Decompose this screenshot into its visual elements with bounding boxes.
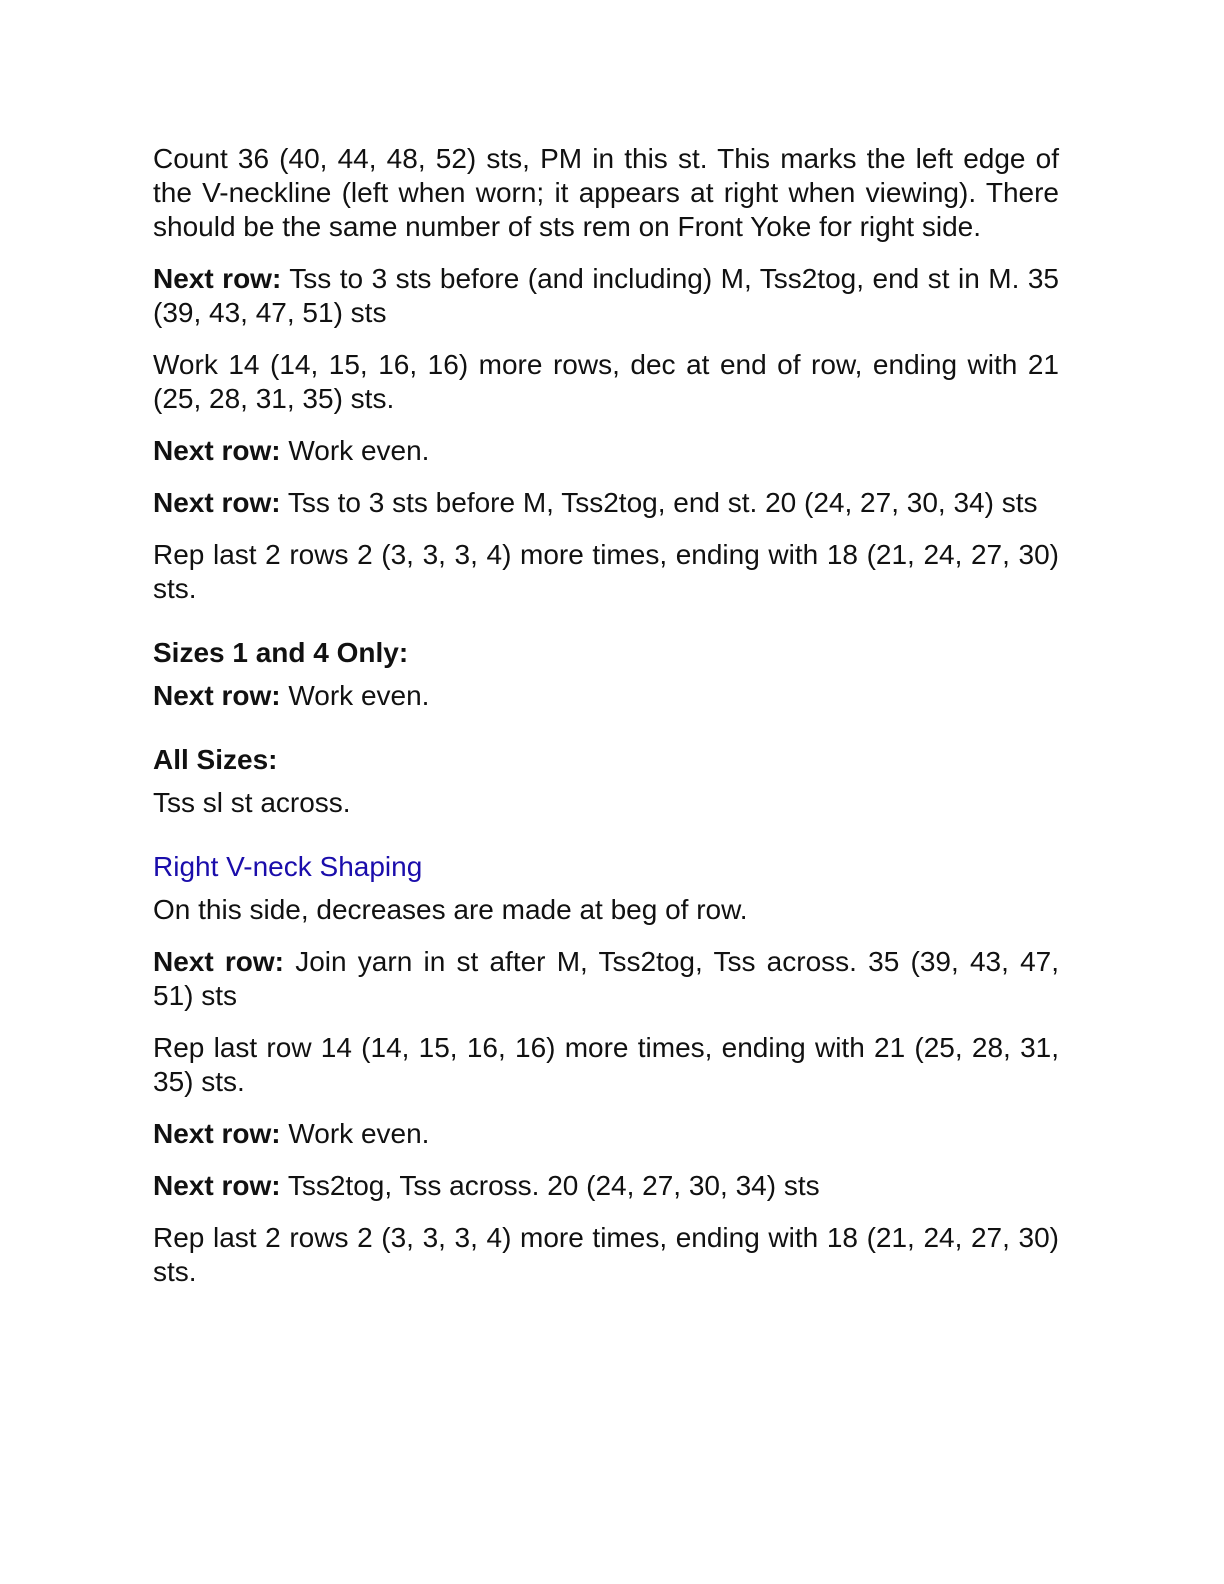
left-neck-row-1 — [153, 262, 1059, 330]
right-vneck-heading: Right V-neck Shaping — [153, 851, 423, 882]
sizes-1-and-4-heading: Sizes 1 and 4 Only: — [153, 637, 409, 668]
row-label: Next row: — [153, 1118, 281, 1149]
row-label: Next row: — [153, 1170, 281, 1201]
all-sizes-text: Tss sl st across. — [153, 787, 351, 818]
right-neck-row-3 — [153, 1169, 1059, 1203]
row-label: Next row: — [153, 680, 281, 711]
sizes-1-and-4-row — [153, 679, 1059, 713]
left-neck-intro: Count 36 (40, 44, 48, 52) sts, PM in this st. This marks the left edge of the V-neckline (left when worn; it appears at right when viewing). There should be the same number of sts rem on Front Yoke for right side. — [153, 143, 1059, 242]
right-neck-para-3: Rep last 2 rows 2 (3, 3, 3, 4) more times, ending with 18 (21, 24, 27, 30) sts. — [153, 1222, 1059, 1287]
row-label: Next row: — [153, 487, 281, 518]
all-sizes-heading: All Sizes: — [153, 744, 278, 775]
row-text: Tss to 3 sts before (and including) M, Tss2tog, end st in M. 35 (39, 43, 47, 51) sts — [153, 263, 1059, 328]
left-neck-para-3: Rep last 2 rows 2 (3, 3, 3, 4) more times, ending with 18 (21, 24, 27, 30) sts. — [153, 539, 1059, 604]
right-neck-row-2 — [153, 1117, 1059, 1151]
right-neck-para-2: Rep last row 14 (14, 15, 16, 16) more times, ending with 21 (25, 28, 31, 35) sts. — [153, 1032, 1059, 1097]
row-label: Next row: — [153, 946, 285, 977]
left-neck-row-3 — [153, 486, 1059, 520]
row-text: Work even. — [280, 1118, 430, 1149]
row-label: Next row: — [153, 435, 281, 466]
pattern-page — [153, 142, 1059, 1307]
row-text: Tss2tog, Tss across. 20 (24, 27, 30, 34) sts — [280, 1170, 820, 1201]
left-neck-row-2 — [153, 434, 1059, 468]
row-text: Work even. — [280, 680, 430, 711]
row-label: Next row: — [153, 263, 282, 294]
right-neck-intro: On this side, decreases are made at beg of row. — [153, 894, 748, 925]
row-text: Join yarn in st after M, Tss2tog, Tss across. 35 (39, 43, 47, 51) sts — [153, 946, 1060, 1011]
row-text: Work even. — [280, 435, 430, 466]
right-neck-row-1 — [153, 945, 1059, 1013]
row-text: Tss to 3 sts before M, Tss2tog, end st. 20 (24, 27, 30, 34) sts — [280, 487, 1038, 518]
left-neck-para-2: Work 14 (14, 15, 16, 16) more rows, dec at end of row, ending with 21 (25, 28, 31, 35) sts. — [153, 349, 1059, 414]
